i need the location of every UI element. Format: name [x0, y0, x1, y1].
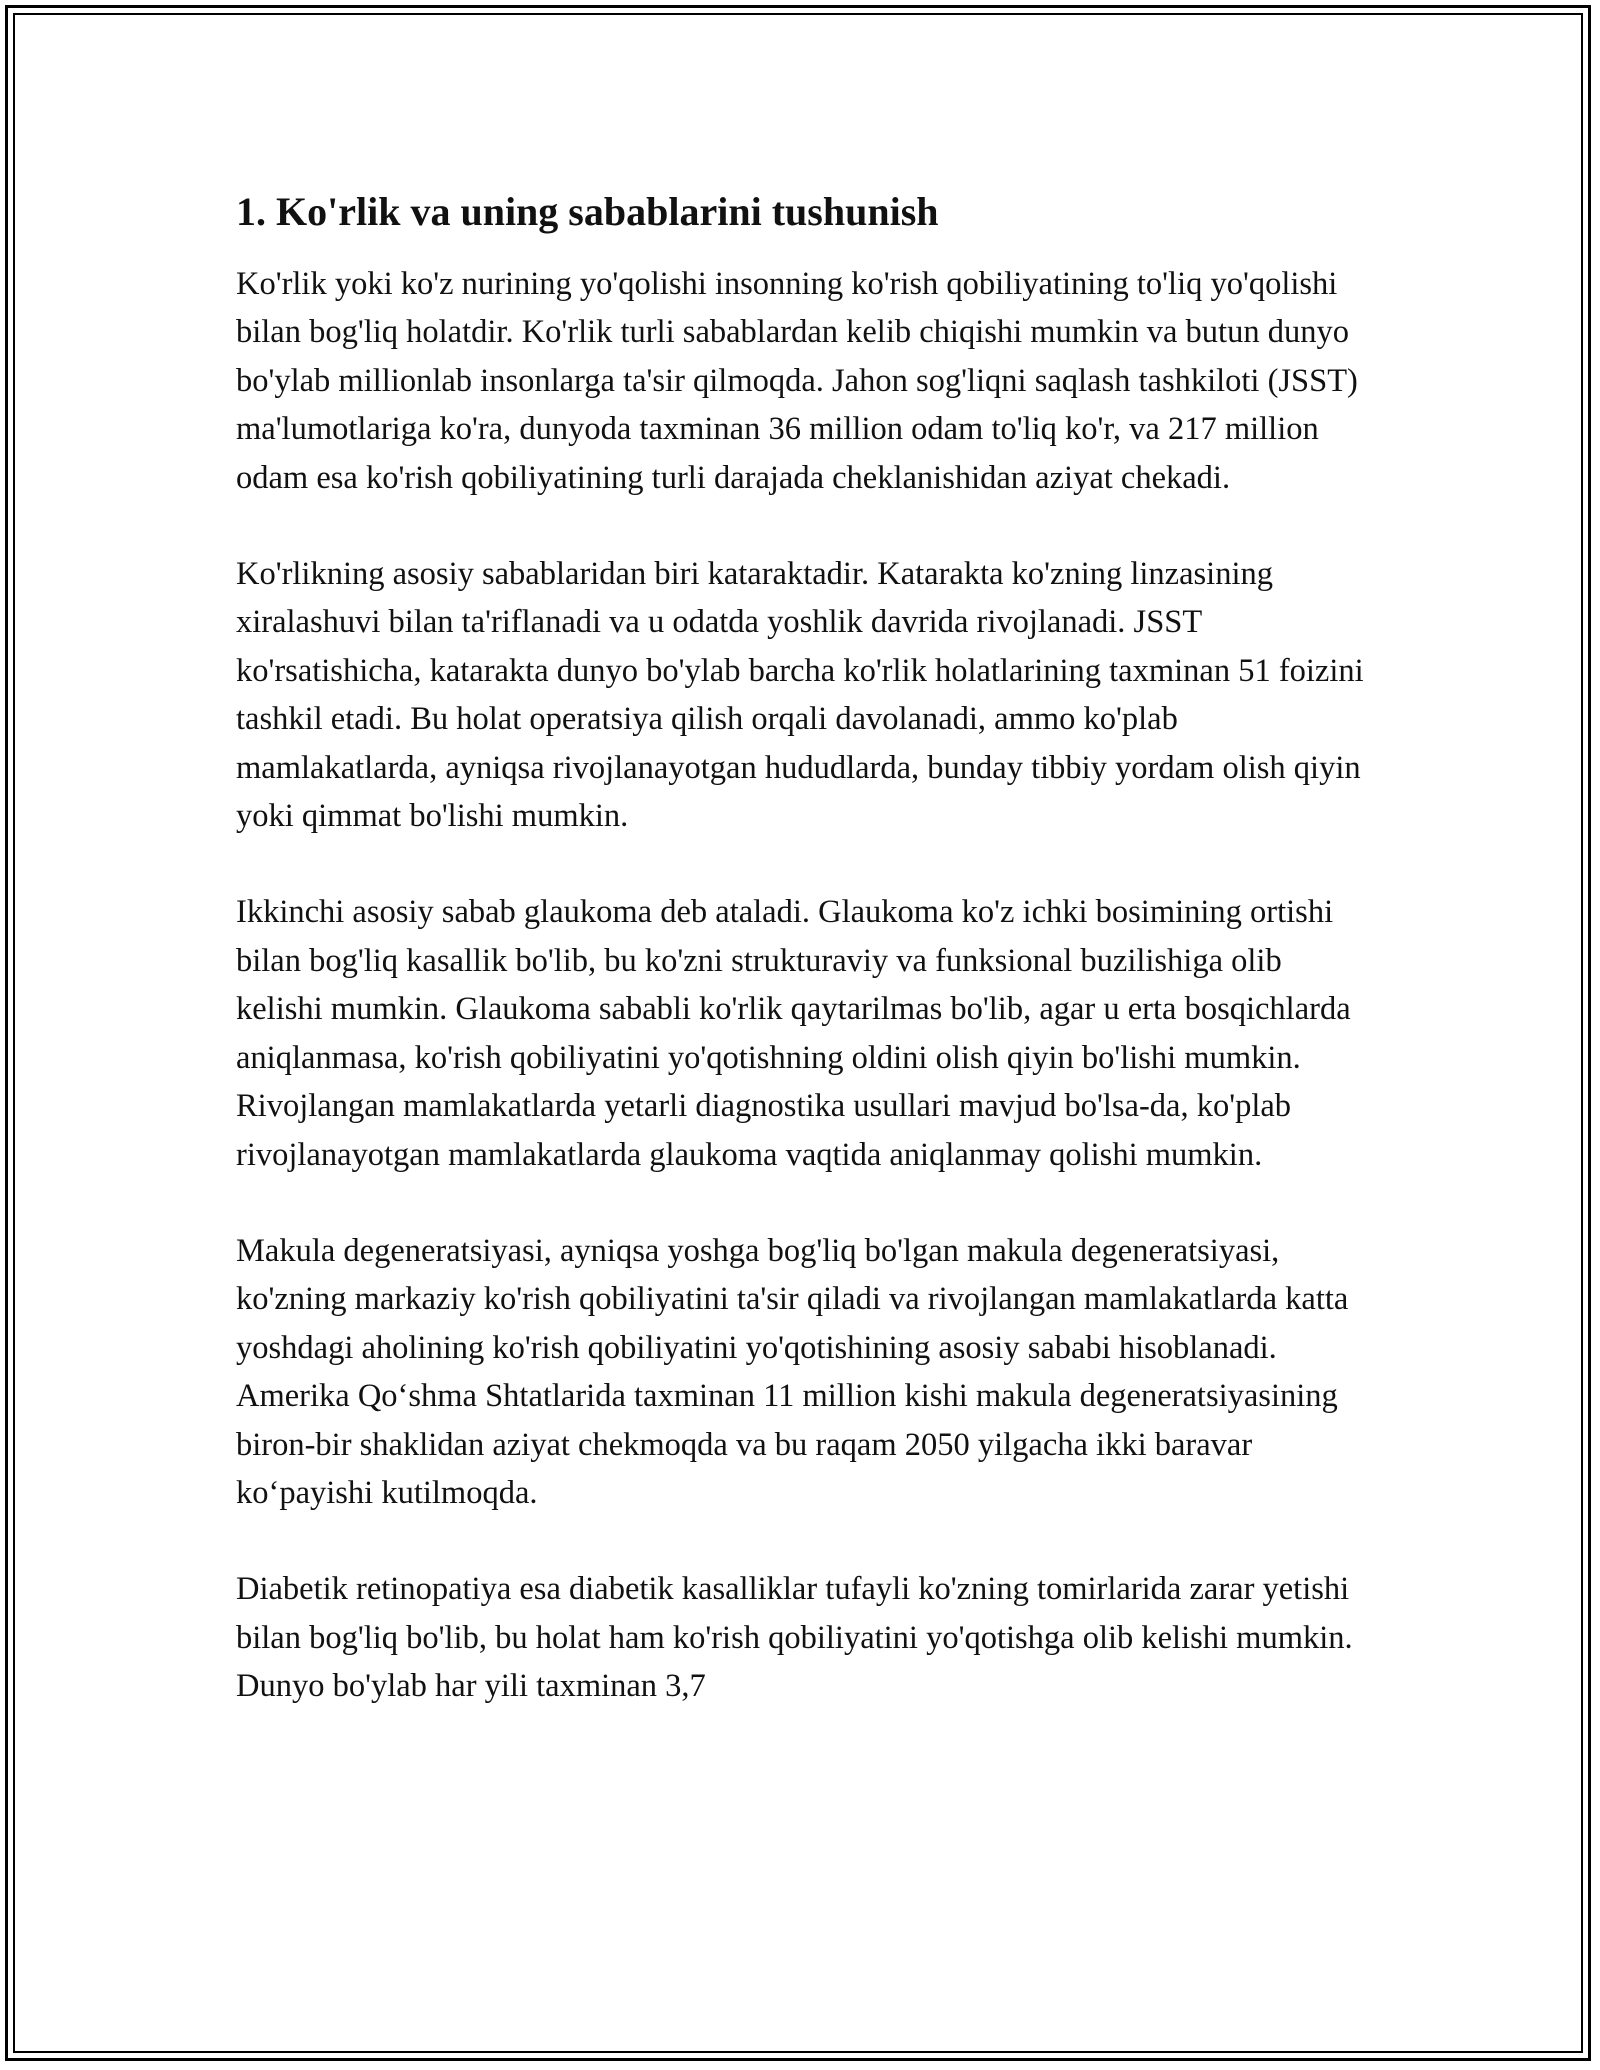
paragraph-glaucoma: Ikkinchi asosiy sabab glaukoma deb ataladi. Glaukoma ko'z ichki bosimining ortishi bilan bog'liq kasallik bo'lib, bu ko'zni strukturaviy va funksional buzilishiga olib kelishi mumkin. Glaukoma sababli ko'rlik qaytarilmas bo'lib, agar u erta bosqichlarda aniqlanmasa, ko'rish qobiliyatini yo'qotishning oldini olish qiyin bo'lishi mumkin. Rivojlangan mamlakatlarda yetarli diagnostika usullari mavjud bo'lsa-da, ko'plab rivojlanayotgan mamlakatlarda glaukoma vaqtida aniqlanmay qolishi mumkin. — [236, 894, 1351, 1173]
paragraph-macular-degeneration: Makula degeneratsiyasi, ayniqsa yoshga bog'liq bo'lgan makula degeneratsiyasi, ko'zning markaziy ko'rish qobiliyatini ta'sir qiladi va rivojlangan mamlakatlarda katta yoshdagi aholining ko'rish qobiliyatini yo'qotishining asosiy sababi hisoblanadi. Amerika Qo‘shma Shtatlarida taxminan 11 million kishi makula degeneratsiyasining biron-bir shaklidan aziyat chekmoqda va bu raqam 2050 yilgacha ikki baravar ko‘payishi kutilmoqda. — [236, 1232, 1349, 1511]
section-heading: 1. Ko'rlik va uning sabablarini tushunish — [236, 189, 939, 234]
document-body — [236, 186, 1376, 1711]
paragraph-cataract: Ko'rlikning asosiy sabablaridan biri kataraktadir. Katarakta ko'zning linzasining xiralashuvi bilan ta'riflanadi va u odatda yoshlik davrida rivojlanadi. JSST ko'rsatishicha, katarakta dunyo bo'ylab barcha ko'rlik holatlarining taxminan 51 foizini tashkil etadi. Bu holat operatsiya qilish orqali davolanadi, ammo ko'plab mamlakatlarda, ayniqsa rivojlanayotgan hududlarda, bunday tibbiy yordam olish qiyin yoki qimmat bo'lishi mumkin. — [236, 556, 1364, 835]
paragraph-diabetic-retinopathy: Diabetik retinopatiya esa diabetik kasalliklar tufayli ko'zning tomirlarida zarar yetishi bilan bog'liq bo'lib, bu holat ham ko'rish qobiliyatini yo'qotishga olib kelishi mumkin. Dunyo bo'ylab har yili taxminan 3,7 — [236, 1571, 1353, 1705]
paragraph-blindness-overview: Ko'rlik yoki ko'z nurining yo'qolishi insonning ko'rish qobiliyatining to'liq yo'qolishi bilan bog'liq holatdir. Ko'rlik turli sabablardan kelib chiqishi mumkin va butun dunyo bo'ylab millionlab insonlarga ta'sir qilmoqda. Jahon sog'liqni saqlash tashkiloti (JSST) ma'lumotlariga ko'ra, dunyoda taxminan 36 million odam to'liq ko'r, va 217 million odam esa ko'rish qobiliyatining turli darajada cheklanishidan aziyat chekadi. — [236, 266, 1358, 496]
